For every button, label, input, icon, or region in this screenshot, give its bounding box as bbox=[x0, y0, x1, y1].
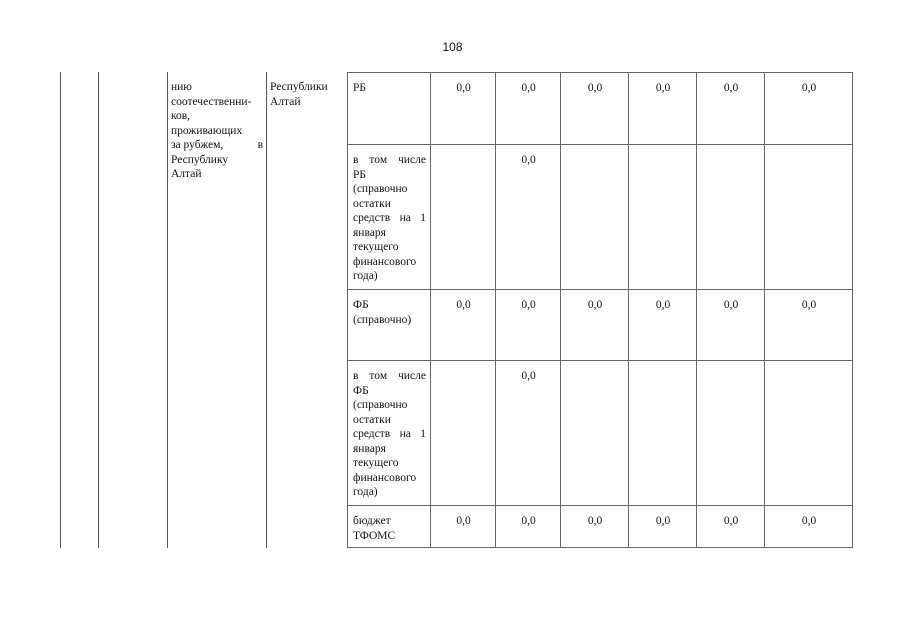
description-line: проживающих bbox=[171, 124, 243, 137]
label-line: текущего bbox=[353, 241, 399, 253]
label-line: РБ bbox=[353, 168, 366, 181]
label-line: средств на 1 bbox=[353, 428, 426, 440]
label-line: ФБ bbox=[353, 384, 369, 397]
description-line: Республику bbox=[171, 153, 229, 166]
label-line: января bbox=[353, 226, 386, 239]
description-line: соотечественни- bbox=[171, 95, 252, 108]
page-number: 108 bbox=[442, 40, 463, 54]
label-line: текущего bbox=[353, 457, 399, 469]
funding-value-cell bbox=[765, 145, 853, 290]
funding-table bbox=[347, 72, 853, 548]
funding-source-label bbox=[348, 145, 431, 290]
funding-source-label bbox=[348, 73, 431, 145]
event-description-cell bbox=[171, 80, 263, 182]
funding-value-cell bbox=[561, 361, 629, 506]
funding-value-cell: 0,0 bbox=[496, 290, 561, 361]
funding-value-cell: 0,0 bbox=[629, 73, 697, 145]
table-row bbox=[348, 506, 853, 548]
table-border-line bbox=[98, 72, 99, 548]
label-line: января bbox=[353, 442, 386, 455]
table-row bbox=[348, 290, 853, 361]
funding-value-cell bbox=[697, 145, 765, 290]
label-line: финансового bbox=[353, 255, 417, 268]
funding-value-cell bbox=[629, 145, 697, 290]
funding-value-cell: 0,0 bbox=[561, 290, 629, 361]
funding-source-label bbox=[348, 506, 431, 548]
funding-value-cell: 0,0 bbox=[629, 290, 697, 361]
label-line: (справочно bbox=[353, 399, 408, 411]
description-fragment: за рубжем, bbox=[171, 139, 224, 151]
funding-value-cell: 0,0 bbox=[431, 290, 496, 361]
label-line: в том числе bbox=[353, 154, 426, 166]
description-line: нию bbox=[171, 81, 192, 93]
funding-value-cell: 0,0 bbox=[496, 506, 561, 548]
funding-value-cell: 0,0 bbox=[697, 73, 765, 145]
funding-value-cell: 0,0 bbox=[765, 290, 853, 361]
funding-value-cell: 0,0 bbox=[561, 506, 629, 548]
label-line: ТФОМС bbox=[353, 529, 396, 542]
label-line: РБ bbox=[353, 82, 366, 94]
label-line: остатки bbox=[353, 197, 391, 210]
funding-source-label bbox=[348, 361, 431, 506]
responsible-executor-cell bbox=[270, 80, 345, 109]
funding-value-cell bbox=[765, 361, 853, 506]
funding-value-cell bbox=[561, 145, 629, 290]
label-line: года) bbox=[353, 486, 378, 498]
funding-value-cell: 0,0 bbox=[697, 506, 765, 548]
description-line: Алтай bbox=[171, 168, 202, 180]
label-line: остатки bbox=[353, 413, 391, 426]
table-row bbox=[348, 73, 853, 145]
label-line: бюджет bbox=[353, 515, 391, 527]
table-border-line bbox=[266, 72, 267, 548]
description-line-justified bbox=[171, 138, 263, 153]
table-border-line bbox=[167, 72, 168, 548]
funding-value-cell: 0,0 bbox=[765, 73, 853, 145]
responsible-line: Республики bbox=[270, 81, 328, 93]
funding-value-cell bbox=[629, 361, 697, 506]
responsible-line: Алтай bbox=[270, 95, 301, 108]
funding-value-cell: 0,0 bbox=[561, 73, 629, 145]
funding-value-cell: 0,0 bbox=[496, 361, 561, 506]
label-line: года) bbox=[353, 270, 378, 282]
label-line: (справочно) bbox=[353, 313, 412, 326]
funding-source-label bbox=[348, 290, 431, 361]
funding-value-cell: 0,0 bbox=[765, 506, 853, 548]
table-row bbox=[348, 145, 853, 290]
funding-value-cell: 0,0 bbox=[496, 145, 561, 290]
table-row bbox=[348, 361, 853, 506]
funding-value-cell: 0,0 bbox=[431, 506, 496, 548]
funding-value-cell bbox=[697, 361, 765, 506]
funding-value-cell: 0,0 bbox=[431, 73, 496, 145]
description-fragment: в bbox=[257, 139, 263, 151]
table-border-line bbox=[60, 72, 61, 548]
label-line: средств на 1 bbox=[353, 212, 426, 224]
label-line: ФБ bbox=[353, 299, 369, 311]
funding-value-cell: 0,0 bbox=[496, 73, 561, 145]
label-line: (справочно bbox=[353, 183, 408, 195]
description-line: ков, bbox=[171, 110, 191, 122]
funding-value-cell: 0,0 bbox=[697, 290, 765, 361]
funding-value-cell: 0,0 bbox=[629, 506, 697, 548]
label-line: финансового bbox=[353, 471, 417, 484]
funding-value-cell bbox=[431, 361, 496, 506]
funding-value-cell bbox=[431, 145, 496, 290]
label-line: в том числе bbox=[353, 370, 426, 382]
